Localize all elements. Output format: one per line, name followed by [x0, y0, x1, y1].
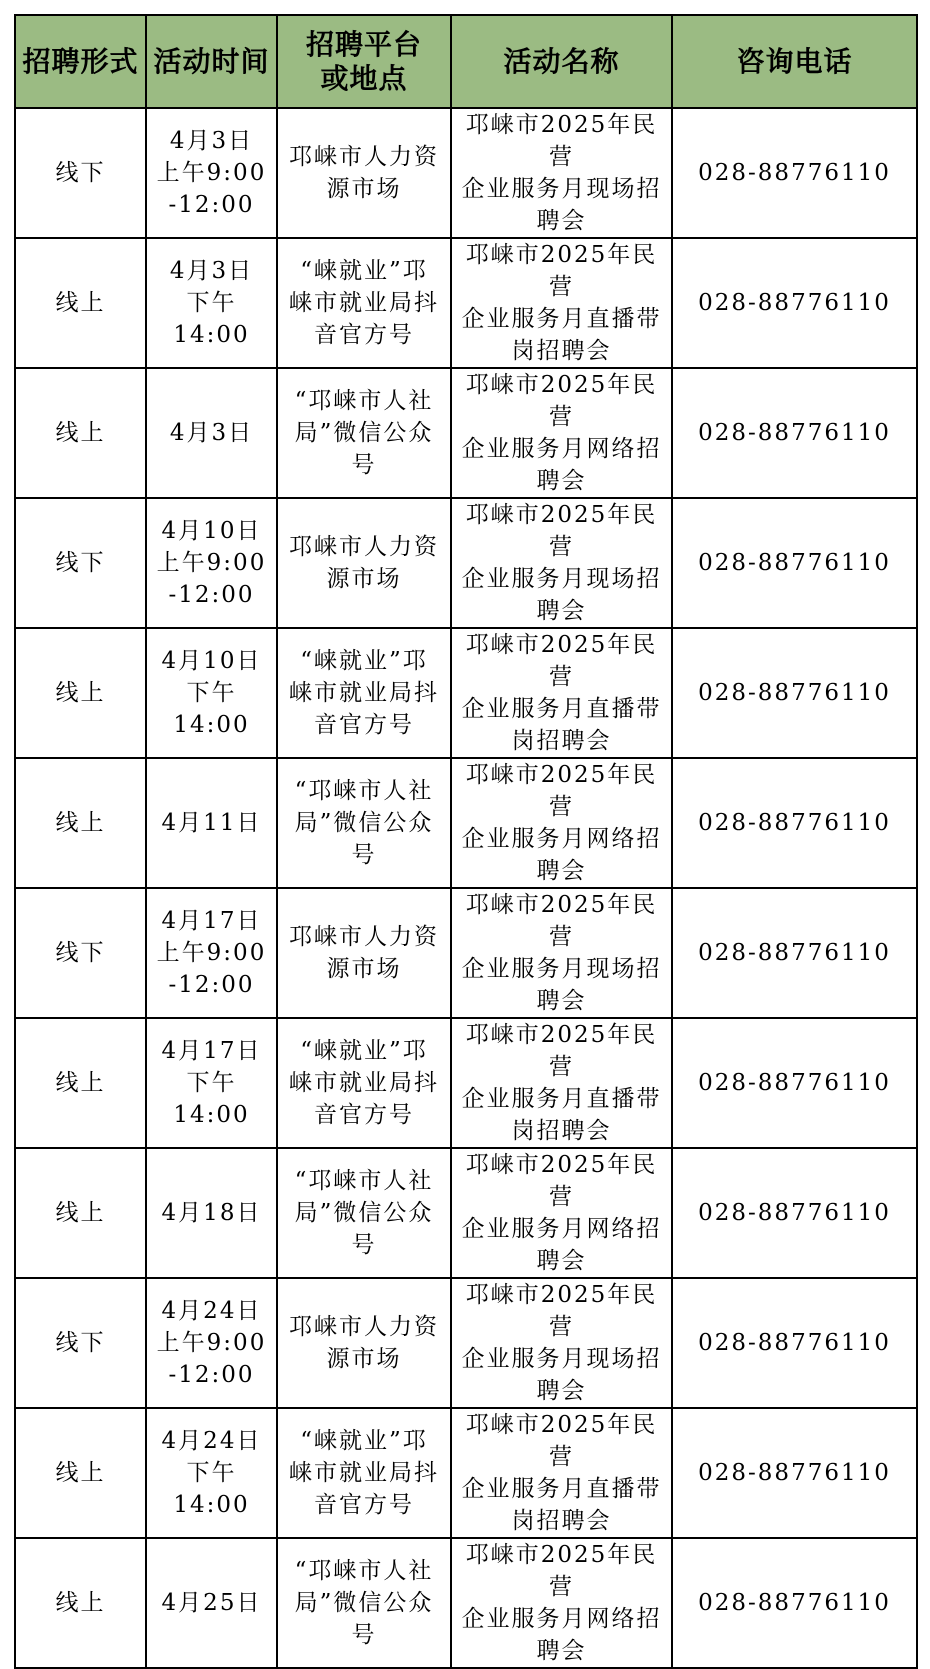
- cell-activity-name: 邛崃市2025年民营 企业服务月现场招 聘会: [451, 888, 672, 1018]
- cell-activity-name: 邛崃市2025年民营 企业服务月现场招 聘会: [451, 498, 672, 628]
- table-row: [15, 888, 917, 1018]
- cell-phone: 028-88776110: [672, 1148, 917, 1278]
- cell-activity-name: 邛崃市2025年民营 企业服务月网络招 聘会: [451, 758, 672, 888]
- cell-platform: “崃就业”邛 崃市就业局抖 音官方号: [277, 1408, 451, 1538]
- cell-time: 4月11日: [146, 758, 277, 888]
- cell-phone: 028-88776110: [672, 498, 917, 628]
- cell-phone: 028-88776110: [672, 238, 917, 368]
- table-row: [15, 1408, 917, 1538]
- recruitment-schedule-table: [14, 14, 918, 1669]
- cell-time: 4月24日 上午9:00 -12:00: [146, 1278, 277, 1408]
- cell-format: 线上: [15, 758, 146, 888]
- cell-format: 线上: [15, 238, 146, 368]
- cell-phone: 028-88776110: [672, 1278, 917, 1408]
- cell-format: 线上: [15, 1148, 146, 1278]
- schedule-table-container: [14, 14, 918, 1669]
- table-row: [15, 758, 917, 888]
- table-row: [15, 368, 917, 498]
- cell-format: 线上: [15, 1018, 146, 1148]
- cell-phone: 028-88776110: [672, 108, 917, 238]
- cell-format: 线上: [15, 1408, 146, 1538]
- cell-format: 线下: [15, 888, 146, 1018]
- table-row: [15, 238, 917, 368]
- cell-platform: “崃就业”邛 崃市就业局抖 音官方号: [277, 628, 451, 758]
- cell-format: 线下: [15, 108, 146, 238]
- cell-platform: “邛崃市人社 局”微信公众 号: [277, 758, 451, 888]
- cell-activity-name: 邛崃市2025年民营 企业服务月现场招 聘会: [451, 108, 672, 238]
- header-platform: 招聘平台 或地点: [277, 15, 451, 108]
- cell-platform: 邛崃市人力资 源市场: [277, 108, 451, 238]
- cell-platform: 邛崃市人力资 源市场: [277, 498, 451, 628]
- cell-platform: “崃就业”邛 崃市就业局抖 音官方号: [277, 1018, 451, 1148]
- cell-phone: 028-88776110: [672, 1018, 917, 1148]
- cell-phone: 028-88776110: [672, 888, 917, 1018]
- table-row: [15, 1538, 917, 1668]
- table-row: [15, 1278, 917, 1408]
- table-row: [15, 1148, 917, 1278]
- cell-time: 4月3日: [146, 368, 277, 498]
- cell-activity-name: 邛崃市2025年民营 企业服务月网络招 聘会: [451, 1148, 672, 1278]
- table-row: [15, 628, 917, 758]
- cell-time: 4月10日 下午14:00: [146, 628, 277, 758]
- header-format: 招聘形式: [15, 15, 146, 108]
- cell-platform: “邛崃市人社 局”微信公众 号: [277, 1538, 451, 1668]
- header-time: 活动时间: [146, 15, 277, 108]
- cell-platform: 邛崃市人力资 源市场: [277, 888, 451, 1018]
- cell-activity-name: 邛崃市2025年民营 企业服务月直播带 岗招聘会: [451, 628, 672, 758]
- cell-time: 4月24日 下午14:00: [146, 1408, 277, 1538]
- cell-time: 4月18日: [146, 1148, 277, 1278]
- header-activity-name: 活动名称: [451, 15, 672, 108]
- cell-platform: “邛崃市人社 局”微信公众 号: [277, 1148, 451, 1278]
- cell-activity-name: 邛崃市2025年民营 企业服务月网络招 聘会: [451, 368, 672, 498]
- cell-activity-name: 邛崃市2025年民营 企业服务月网络招 聘会: [451, 1538, 672, 1668]
- cell-phone: 028-88776110: [672, 1538, 917, 1668]
- cell-activity-name: 邛崃市2025年民营 企业服务月直播带 岗招聘会: [451, 238, 672, 368]
- cell-format: 线上: [15, 628, 146, 758]
- cell-format: 线上: [15, 1538, 146, 1668]
- cell-phone: 028-88776110: [672, 628, 917, 758]
- cell-phone: 028-88776110: [672, 1408, 917, 1538]
- cell-phone: 028-88776110: [672, 758, 917, 888]
- header-phone: 咨询电话: [672, 15, 917, 108]
- cell-time: 4月3日 下午14:00: [146, 238, 277, 368]
- cell-activity-name: 邛崃市2025年民营 企业服务月现场招 聘会: [451, 1278, 672, 1408]
- table-row: [15, 498, 917, 628]
- cell-phone: 028-88776110: [672, 368, 917, 498]
- table-row: [15, 108, 917, 238]
- table-row: [15, 1018, 917, 1148]
- cell-format: 线下: [15, 1278, 146, 1408]
- cell-format: 线上: [15, 368, 146, 498]
- cell-format: 线下: [15, 498, 146, 628]
- cell-time: 4月25日: [146, 1538, 277, 1668]
- cell-time: 4月10日 上午9:00 -12:00: [146, 498, 277, 628]
- cell-time: 4月17日 下午14:00: [146, 1018, 277, 1148]
- cell-platform: 邛崃市人力资 源市场: [277, 1278, 451, 1408]
- table-body: [15, 108, 917, 1668]
- cell-activity-name: 邛崃市2025年民营 企业服务月直播带 岗招聘会: [451, 1408, 672, 1538]
- table-header-row: [15, 15, 917, 108]
- cell-time: 4月17日 上午9:00 -12:00: [146, 888, 277, 1018]
- cell-activity-name: 邛崃市2025年民营 企业服务月直播带 岗招聘会: [451, 1018, 672, 1148]
- cell-platform: “邛崃市人社 局”微信公众 号: [277, 368, 451, 498]
- cell-time: 4月3日 上午9:00 -12:00: [146, 108, 277, 238]
- cell-platform: “崃就业”邛 崃市就业局抖 音官方号: [277, 238, 451, 368]
